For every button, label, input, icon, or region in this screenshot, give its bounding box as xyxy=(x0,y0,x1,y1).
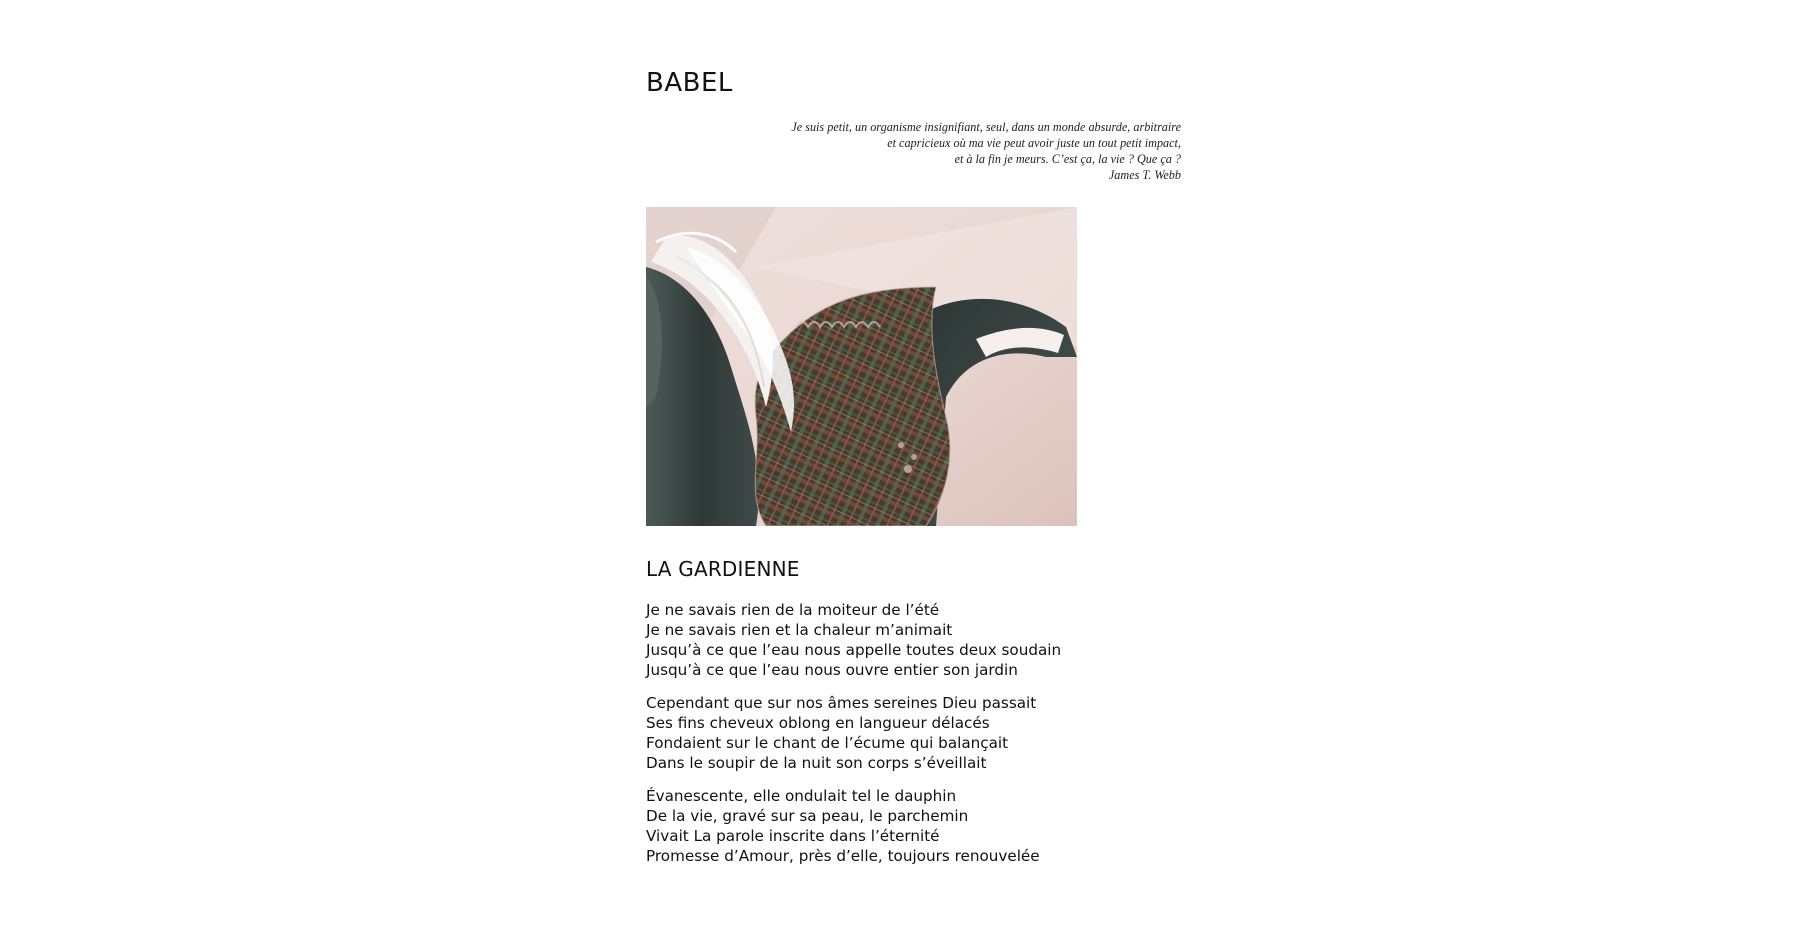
epigraph-line: et à la fin je meurs. C’est ça, la vie ? Que ça ? xyxy=(954,152,1181,166)
epigraph-line: Je suis petit, un organisme insignifiant, seul, dans un monde absurde, arbitraire xyxy=(791,120,1181,134)
epigraph-author: James T. Webb xyxy=(1108,168,1181,182)
stanza xyxy=(646,600,1061,680)
poem-line: Promesse d’Amour, près d’elle, toujours renouvelée xyxy=(646,847,1040,865)
poem-line: Jusqu’à ce que l’eau nous appelle toutes deux soudain xyxy=(646,641,1062,659)
epigraph xyxy=(701,119,1181,183)
poem-line: Dans le soupir de la nuit son corps s’éveillait xyxy=(646,754,987,772)
artwork-photo xyxy=(646,207,1077,526)
epigraph-line: et capricieux où ma vie peut avoir juste un tout petit impact, xyxy=(887,136,1181,150)
poem-line: Je ne savais rien de la moiteur de l’été xyxy=(646,601,940,619)
photo-illustration xyxy=(646,207,1077,526)
poem-body xyxy=(646,600,1061,879)
poem-title: LA GARDIENNE xyxy=(646,557,800,581)
poem-line: Vivait La parole inscrite dans l’éternité xyxy=(646,827,940,845)
page-title: BABEL xyxy=(646,68,733,98)
page xyxy=(645,0,1181,927)
stanza xyxy=(646,786,1061,866)
poem-line: De la vie, gravé sur sa peau, le parchemin xyxy=(646,807,969,825)
poem-line: Ses fins cheveux oblong en langueur délacés xyxy=(646,714,990,732)
stanza xyxy=(646,693,1061,773)
poem-line: Évanescente, elle ondulait tel le dauphin xyxy=(646,787,957,805)
poem-line: Jusqu’à ce que l’eau nous ouvre entier son jardin xyxy=(646,661,1018,679)
poem-line: Je ne savais rien et la chaleur m’animait xyxy=(646,621,953,639)
poem-line: Cependant que sur nos âmes sereines Dieu passait xyxy=(646,694,1037,712)
poem-line: Fondaient sur le chant de l’écume qui balançait xyxy=(646,734,1009,752)
